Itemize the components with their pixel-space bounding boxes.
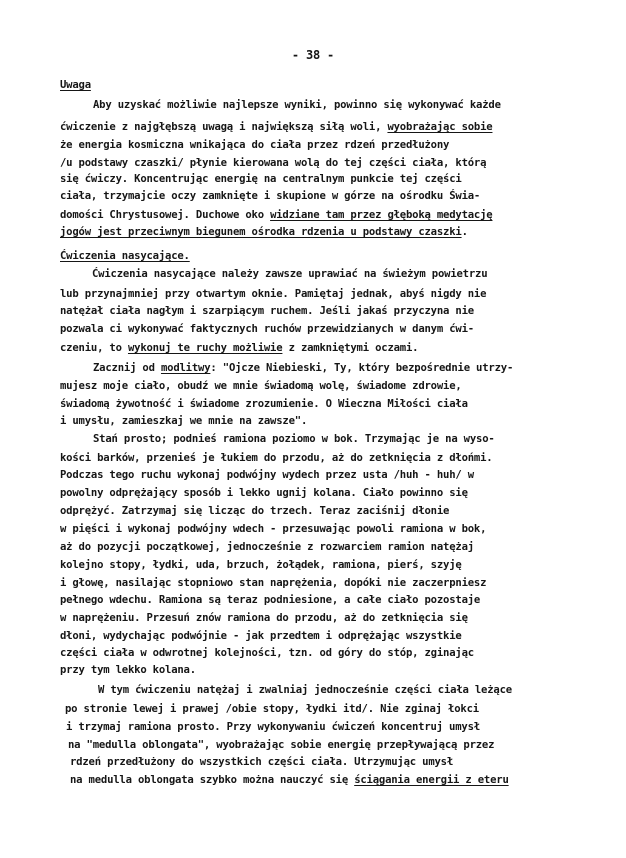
text-run: Zacznij od xyxy=(93,362,161,374)
text-run: świadomą żywotność i świadome zrozumienie. O Wieczna Miłości ciała xyxy=(60,398,468,410)
text-line xyxy=(60,157,486,169)
text-run: : "Ojcze Niebieski, Ty, który bezpośrednie utrzy- xyxy=(210,362,514,374)
text-line xyxy=(60,452,492,464)
text-run: /u podstawy czaszki/ płynie kierowana wolą do tej części ciała, którą xyxy=(60,157,487,169)
text-run: Stań prosto; podnieś ramiona poziomo w bok. Trzymając je na wyso- xyxy=(93,433,495,445)
text-run: Aby uzyskać możliwie najlepsze wyniki, powinno się wykonywać każde xyxy=(93,99,501,111)
underlined-phrase: modlitwy xyxy=(160,362,211,374)
text-line xyxy=(93,362,513,374)
section-heading-text: Ćwiczenia nasycające. xyxy=(60,250,190,262)
text-line xyxy=(60,226,468,238)
text-line xyxy=(65,703,479,715)
text-line xyxy=(60,505,449,517)
text-run: kości barków, przenieś je łukiem do przodu, aż do zetknięcia z dłońmi. xyxy=(60,452,493,464)
text-run: pozwala ci wykonywać faktycznych ruchów przewidzianych w danym ćwi- xyxy=(60,323,474,335)
text-line xyxy=(70,774,509,786)
text-run: odprężyć. Zatrzymaj się licząc do trzech. Teraz zaciśnij dłonie xyxy=(60,505,450,517)
text-run: po stronie lewej i prawej /obie stopy, łydki itd/. Nie zginaj łokci xyxy=(65,703,479,715)
section-heading xyxy=(60,250,190,262)
text-run: na "medulla oblongata", wyobrażając sobie energię przepływającą przez xyxy=(68,739,495,751)
text-line xyxy=(66,721,480,733)
text-run: pełnego wdechu. Ramiona są teraz podniesione, a całe ciało pozostaje xyxy=(60,594,481,606)
text-run: czeniu, to xyxy=(60,342,128,354)
text-run: domości Chrystusowej. Duchowe oko xyxy=(60,209,271,221)
underlined-phrase: widziane tam przez głęboką medytację xyxy=(270,209,493,221)
text-line xyxy=(60,305,474,317)
text-line xyxy=(60,664,196,676)
text-line xyxy=(92,268,487,280)
text-run: i głowę, nasilając stopniowo stan naprężenia, dopóki nie zaczerpniesz xyxy=(60,577,487,589)
text-run: w pięści i wykonaj podwójny wdech - przesuwając powoli ramiona w bok, xyxy=(60,523,487,535)
text-run: się ćwiczy. Koncentrując energię na centralnym punkcie tej części xyxy=(60,173,462,185)
text-run: z zamkniętymi oczami. xyxy=(282,342,419,354)
text-line xyxy=(60,209,492,221)
text-run: Ćwiczenia nasycające należy zawsze uprawiać na świeżym powietrzu xyxy=(92,268,488,280)
text-line xyxy=(60,559,462,571)
text-run: dłoni, wydychając podwójnie - jak przedtem i odprężając wszystkie xyxy=(60,630,462,642)
text-line xyxy=(60,323,474,335)
text-run: mujesz moje ciało, obudź we mnie świadomą wolę, świadome zdrowie, xyxy=(60,380,462,392)
text-line xyxy=(60,469,474,481)
text-run: ciała, trzymajcie oczy zamknięte i skupione w górze na ośrodku Świa- xyxy=(60,190,481,202)
text-line xyxy=(93,99,501,111)
text-line xyxy=(60,630,462,642)
text-run: Podczas tego ruchu wykonaj podwójny wydech przez usta /huh - huh/ w xyxy=(60,469,474,481)
text-line xyxy=(60,121,492,133)
text-line xyxy=(60,415,307,427)
text-run: kolejno stopy, łydki, uda, brzuch, żołądek, ramiona, pierś, szyję xyxy=(60,559,462,571)
text-line xyxy=(60,594,480,606)
text-run: na medulla oblongata szybko można nauczyć się xyxy=(70,774,355,786)
text-line xyxy=(60,173,462,185)
text-line xyxy=(60,190,480,202)
text-line xyxy=(60,577,486,589)
text-run: i umysłu, zamieszkaj we mnie na zawsze". xyxy=(60,415,308,427)
text-line xyxy=(68,739,494,751)
text-line xyxy=(60,647,474,659)
underlined-phrase: jogów jest przeciwnym biegunem ośrodka rdzenia u podstawy czaszki xyxy=(60,226,462,238)
text-line xyxy=(60,288,486,300)
text-run: powolny odprężający sposób i lekko ugnij kolana. Ciało powinno się xyxy=(60,487,468,499)
page-number: - 38 - xyxy=(291,48,335,62)
text-run: przy tym lekko kolana. xyxy=(60,664,196,676)
text-run: . xyxy=(461,226,468,238)
text-line xyxy=(60,487,468,499)
underlined-phrase: wykonuj te ruchy możliwie xyxy=(127,342,283,354)
text-run: że energia kosmiczna wnikająca do ciała przez rdzeń przedłużony xyxy=(60,139,450,151)
text-line xyxy=(93,433,495,445)
text-run: rdzeń przedłużony do wszystkich części ciała. Utrzymując umysł xyxy=(70,756,454,768)
text-run: w naprężeniu. Przesuń znów ramiona do przodu, aż do zetknięcia się xyxy=(60,612,468,624)
text-line xyxy=(60,541,474,553)
underlined-phrase: wyobrażając sobie xyxy=(387,121,493,133)
text-run: lub przynajmniej przy otwartym oknie. Pamiętaj jednak, abyś nigdy nie xyxy=(60,288,487,300)
text-line xyxy=(70,756,453,768)
text-line xyxy=(60,139,449,151)
text-run: W tym ćwiczeniu natężaj i zwalniaj jednocześnie części ciała leżące xyxy=(98,684,512,696)
text-run: i trzymaj ramiona prosto. Przy wykonywaniu ćwiczeń koncentruj umysł xyxy=(66,721,480,733)
text-line xyxy=(60,612,468,624)
text-run: części ciała w odwrotnej kolejności, tzn. od góry do stóp, zginając xyxy=(60,647,474,659)
text-line xyxy=(60,342,418,354)
text-line xyxy=(60,398,468,410)
text-run: ćwiczenie z najgłębszą uwagą i największą siłą woli, xyxy=(60,121,388,133)
heading-uwaga xyxy=(60,79,91,91)
heading-uwaga-text: Uwaga xyxy=(60,79,91,91)
underlined-phrase: ściągania energii z eteru xyxy=(354,774,509,786)
text-line xyxy=(60,523,486,535)
text-line xyxy=(60,380,462,392)
text-line xyxy=(98,684,512,696)
text-run: natężał ciała nagłym i szarpiącym ruchem. Jeśli jakaś przyczyna nie xyxy=(60,305,474,317)
text-run: aż do pozycji początkowej, jednocześnie z rozwarciem ramion natężaj xyxy=(60,541,474,553)
